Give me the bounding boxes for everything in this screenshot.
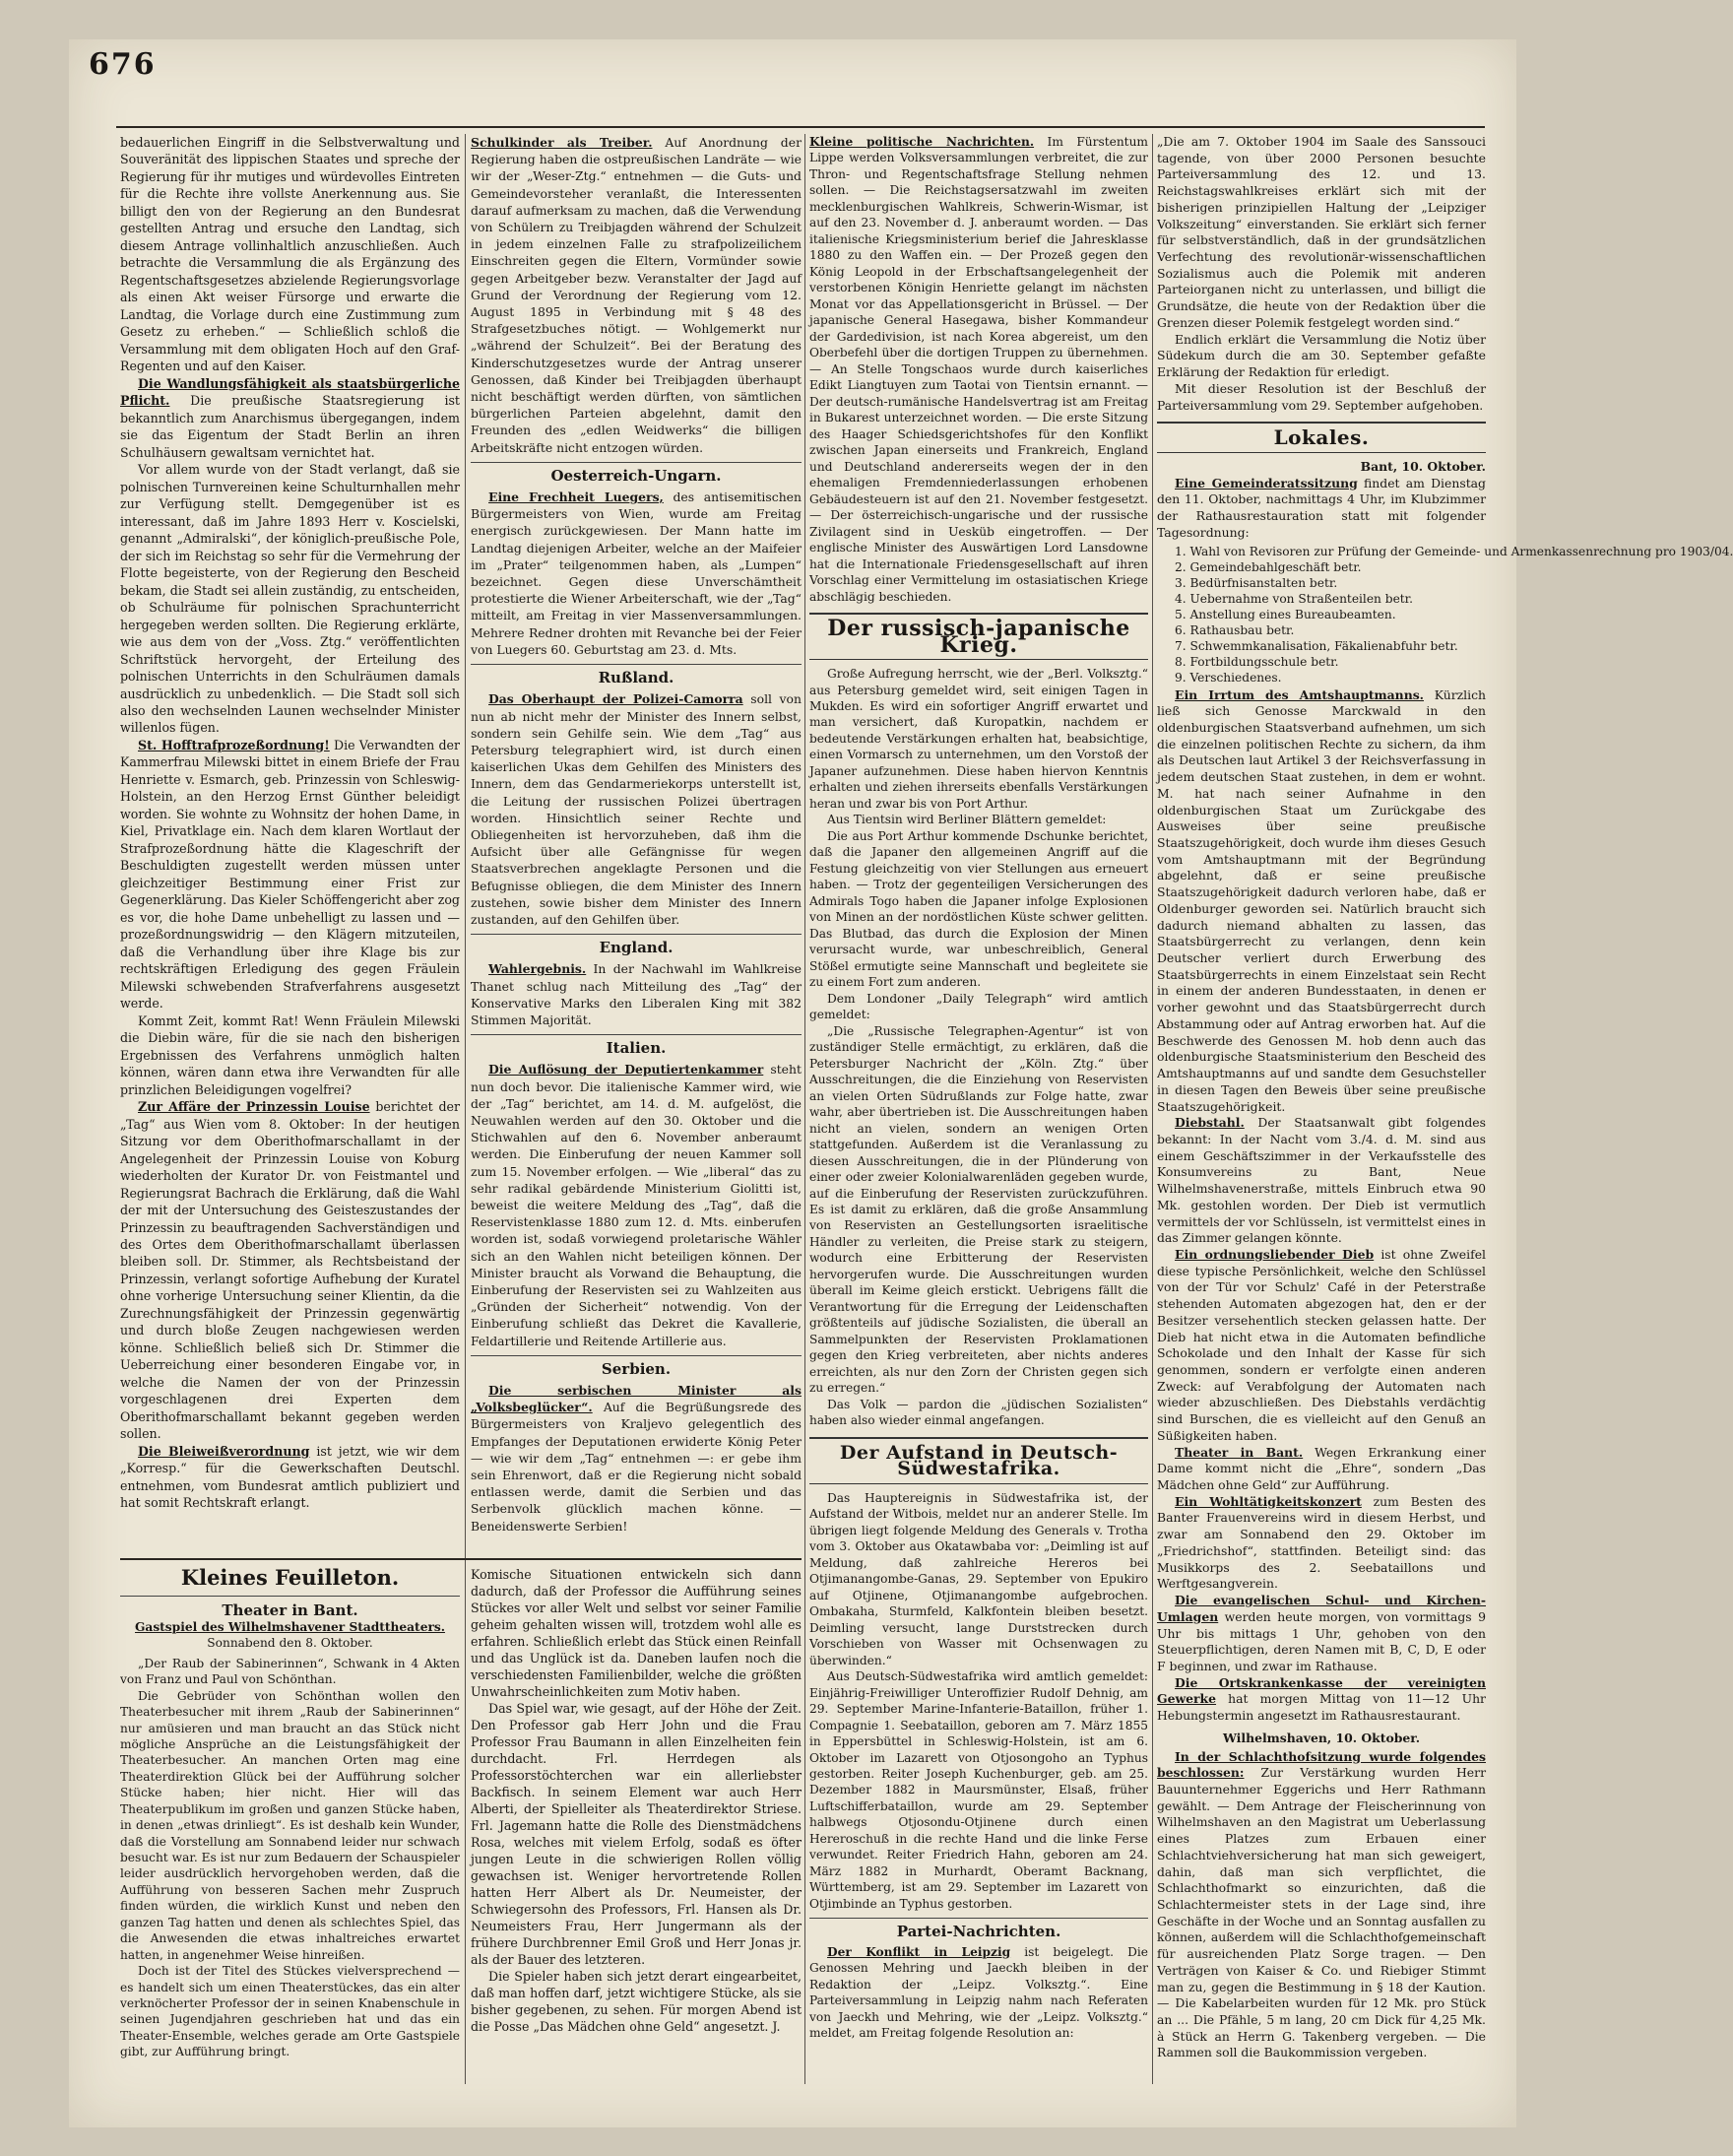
feuilleton-date: Sonnabend den 8. Oktober. (207, 1636, 373, 1651)
agenda-item: 6. Rathausbau betr. (1175, 622, 1295, 637)
column-4 (1157, 134, 1733, 2079)
feuilleton-rule (120, 1558, 802, 1560)
agenda-item: 3. Bedürfnisanstalten betr. (1175, 575, 1338, 590)
article-paragraph: berichtet der „Tag“ aus Wien vom 8. Oktober: In der heutigen Sitzung vor dem Oberithofmarschallamt in der Angelegenheit der Prinzessin Louise von Koburg wiederholten der Kurator Dr. von Feistmantel und Regierungsrat Bachrach die Erklärung, daß die Wahl der mit der Untersuchung des Geisteszustandes der Prinzessin zu beauftragenden Sachverständigen und des Ortes dem Oberithofmarschallamt überlassen bleiben soll. Dr. Stimmer, als Rechtsbeistand der Prinzessin, verlangt sofortige Aufhebung der Kuratel ohne vorherige Untersuchung seiner Klientin, da die Zurechnungsfähigkeit der Prinzessin gegenwärtig und durch bloße Zeugen nachgewiesen werden könne. Schließlich beließ sich Dr. Stimmer die Ueberreichung einer besonderen Eingabe vor, in welche die Namen der von der Prinzessin vorgeschlagenen drei Experten dem Oberithofmarschallamt bekannt gegeben werden sollen. (120, 1099, 460, 1442)
article-paragraph: Zur Verstärkung wurden Herr Bauunternehmer Eggerichs und Herr Rathmann gewählt. — Dem Antrage der Fleischerinnung von Wilhelmshaven an den Magistrat um Ueberlassung eines Platzes zum Erbauen einer Schlachtviehversicherung hat man sich geweigert, dahin, daß man sich verpflichtet, die Schlachthofmarkt so einzurichten, daß die Schlachtermeister stets in der Lage sind, ihre Geschäfte in der Woche und an Sonntag ausfallen zu können, außerdem will die Schlachthofgemeinschaft für ausreichenden Platz Sorge tragen. — Den Verträgen von Kaiser & Co. und Riebiger Stimmt man zu, gegen die Bestimmung in § 18 der Kaution. — Die Kabelarbeiten wurden für 12 Mk. pro Stück an ... Die Pfähle, 5 m lang, 20 cm Dick für 4,25 Mk. à Stück an Herrn G. Takenberg vergeben. — Die Rammen soll die Baukommission vergeben. (1157, 1765, 1486, 2060)
article-paragraph: hat morgen Mittag von 11—12 Uhr Hebungstermin angesetzt im Rathausrestaurant. (1157, 1691, 1486, 1724)
article-heading: Der Konflikt in Leipzig (827, 1944, 1011, 1959)
article-paragraph: Die aus Port Arthur kommende Dschunke berichtet, daß die Japaner den allgemeinen Angriff auf die Festung gleichzeitig von vier Stellungen aus erneuert haben. — Trotz der gegenteiligen Versicherungen des Admirals Togo haben die Japaner infolge Explosionen von Minen an der nordöstlichen Küste schwer gelitten. Das Blutbad, das durch die Explosion der Minen verursacht wurde, war unbeschreiblich, General Stößel ermutigte seine Mannschaft und begleitete sie zu einem Fort zum anderen. (809, 828, 1148, 990)
article-paragraph: Große Aufregung herrscht, wie der „Berl. Volksztg.“ aus Petersburg gemeldet wird, seit einigen Tagen in Mukden. Es wird ein sofortiger Angriff erwartet und man versichert, daß Kuropatkin, nachdem er bedeutende Verstärkungen erhalten hat, beabsichtige, einen Vormarsch zu unternehmen, um den Vorstoß der Japaner aufzunehmen. Diese haben hiervon Kenntnis erhalten und ziehen ihrerseits ebenfalls Verstärkungen heran und zwar bis von Port Arthur. (809, 667, 1148, 811)
article-paragraph: In der Nachwahl im Wahlkreise Thanet schlug nach Mitteilung des „Tag“ der Konservative Marks den Liberalen King mit 382 Stimmen Majorität. (471, 961, 802, 1027)
article-paragraph: Im Fürstentum Lippe werden Volksversammlungen verbreitet, die zur Thron- und Regentschaftsfrage Stellung nehmen sollen. — Die Reichstagsersatzwahl im zweiten mecklenburgischen Wahlkreis, Schwerin-Wismar, ist auf den 23. November d. J. anberaumt worden. — Das italienische Kriegsministerium berief die Jahresklasse 1880 zu den Waffen ein. — Der Prozeß gegen den König Leopold in der Erbschaftsangelegenheit der verstorbenen Königin Henriette gelangt im nächsten Monat vor das Appellationsgericht in Brüssel. — Der japanische General Hasegawa, bisher Kommandeur der Gardedivision, ist nach Korea abgereist, um den Oberbefehl über die dortigen Truppen zu übernehmen. — An Stelle Tongschaos wurde durch kaiserliches Edikt Liangtuyen zum Taotai von Tientsin ernannt. — Der deutsch-rumänische Handelsvertrag ist am Freitag in Bukarest unterzeichnet worden. — Die erste Sitzung des Haager Schiedsgerichtshofes für den Konflikt zwischen Japan einerseits und Frankreich, England und Deutschland andererseits wegen der in den ehemaligen Fremdenniederlassungen erhobenen Gebäudesteuern ist auf den 21. November festgesetzt. — Der österreichisch-ungarische und der russische Zivilagent sind in Uesküb eingetroffen. — Der englische Minister des Auswärtigen Lord Lansdowne hat die Internationale Friedensgesellschaft auf ihren Vorschlag einer Vermittelung im ostasiatischen Kriege abschlägig beschieden. (809, 135, 1148, 604)
article-heading: Ein ordnungsliebender Dieb (1175, 1246, 1375, 1262)
feuilleton-subtitle: Theater in Bant. (120, 1596, 460, 1618)
article-paragraph: Der Staatsanwalt gibt folgendes bekannt: In der Nacht vom 3./4. d. M. sind aus einem Geschäftszimmer in der Verkaufsstelle des Konsumvereins zu Bant, Neue Wilhelmshavenerstraße, mittels Einbruch etwa 90 Mk. gestohlen worden. Der Dieb ist vermutlich vermittels der vor Schlüsseln, ist vermittelst eines in das Zimmer gelangen könnte. (1157, 1115, 1486, 1246)
column-rule (1152, 134, 1153, 2084)
column-rule (465, 134, 466, 2084)
major-heading: Der Aufstand in Deutsch-Südwestafrika. (809, 1437, 1148, 1484)
feuilleton-subtitle2: Gastspiel des Wilhelmshavener Stadttheaters. (135, 1619, 445, 1634)
article-paragraph: Das Hauptereignis in Südwestafrika ist, der Aufstand der Witbois, meldet nur an anderer Stelle. Im übrigen liegt folgende Meldung des Generals v. Trotha vom 3. Oktober aus Okatawbaba vor: „Deimling ist auf Meldung, daß zahlreiche Hereros bei Otjimanangombe-Ganas, 29. September von Epukiro auf Otjinene, Otjimanangombe aufgebrochen. Ombakaha, Sturmfeld, Kalkfontein bleiben besetzt. Deimling versucht, lange Durststrecken durch Vorschieben von Wasser mit Ochsenwagen zu überwinden.“ (809, 1490, 1148, 1667)
page-number: 676 (89, 47, 157, 82)
article-heading: Theater in Bant. (1175, 1444, 1304, 1460)
feuilleton-paragraph: „Der Raub der Sabinerinnen“, Schwank in 4 Akten von Franz und Paul von Schönthan. (120, 1656, 460, 1687)
article-paragraph: Auf die Begrüßungsrede des Bürgermeisters von Kraljevo gelegentlich des Empfanges der Deputationen erwiderte König Peter — wie wir dem „Tag“ entnehmen —: er gebe ihm sein Ehrenwort, daß er die Regierung nicht sobald entlassen werde, damit die Serbien und das Serbenvolk glücklich machen könne. — Beneidenswerte Serbien! (471, 1400, 802, 1534)
feuilleton-left (120, 1566, 460, 2078)
feuilleton-paragraph: Das Spiel war, wie gesagt, auf der Höhe der Zeit. Den Professor gab Herr John und die Frau Professor Frau Baumann in allen Einzelheiten fein durchdacht. Frl. Herrdegen als Professorstöchterchen war ein allerliebster Backfisch. In seinem Element war auch Herr Alberti, der Spielleiter als Theaterdirektor Striese. Frl. Jagemann hatte die Rolle des Dienstmädchens Rosa, welches mit vielem Erfolg, sodaß es öfter jungen Leute in die schwierigen Rollen völlig gewachsen ist. Weniger hervortretende Rollen hatten Herr Albert als Dr. Neumeister, der Schwiegersohn des Professors, Frl. Hansen als Dr. Neumeisters Frau, Herr Jungermann als der frühere Durchbrenner Emil Groß und Herr Jonas jr. als der Bauer des letzteren. (471, 1701, 802, 1967)
dateline: Bant, 10. Oktober. (1360, 458, 1486, 474)
feuilleton-paragraph: Doch ist der Titel des Stückes vielversprechend — es handelt sich um einen Theaterstückes, das ein alter verknöcherter Professor der in seinen Knabenschule in seinen Jugendjahren geschrieben hat und das ein Theater-Ensemble, welches gerade am Orte Gastspiele gibt, zur Aufführung bringt. (120, 1964, 460, 2059)
article-paragraph: Aus Deutsch-Südwestafrika wird amtlich gemeldet: Einjährig-Freiwilliger Unteroffizier Rudolf Dehnig, am 29. September Marine-Infanterie-Bataillon, früher 1. Compagnie 1. Seebataillon, geboren am 7. März 1855 in Eppersbüttel in Schleswig-Holstein, ist am 6. Oktober im Lazarett von Otjosongoho an Typhus gestorben. Reiter Joseph Kuchenburger, geb. am 25. Dezember 1882 in Maursmünster, Elsaß, früher Luftschifferbataillon, wurde am 29. September halbwegs Otjosondu-Otjinene durch einen Hereroschuß in die rechte Hand und die linke Ferse verwundet. Reiter Friedrich Hahn, geboren am 24. März 1882 in Murhardt, Oberamt Backnang, Württemberg, ist am 29. September im Lazarett von Otjimbinde an Typhus gestorben. (809, 1669, 1148, 1911)
article-paragraph: werden heute morgen, von vormittags 9 Uhr bis mittags 1 Uhr, gehoben von den Steuerpflichtigen, deren Namen mit B, C, D, E oder F beginnen, und zwar im Rathause. (1157, 1608, 1486, 1673)
article-heading: Schulkinder als Treiber. (471, 135, 653, 150)
section-heading: Oesterreich-Ungarn. (471, 462, 802, 485)
article-heading: Das Oberhaupt der Polizei-Camorra (488, 691, 743, 707)
article-heading: Wahlergebnis. (488, 961, 587, 977)
article-paragraph: Wegen Erkrankung einer Dame kommt nicht die „Ehre“, sondern „Das Mädchen ohne Geld“ zur Aufführung. (1157, 1444, 1486, 1493)
major-heading: Der russisch-japanische Krieg. (809, 613, 1148, 660)
column-2 (471, 134, 802, 1552)
section-heading: England. (471, 934, 802, 956)
article-paragraph: Die preußische Staatsregierung ist bekanntlich zum Anarchismus übergegangen, indem sie das Eigentum der Stadt Berlin an ihren Schulhäusern gewaltsam vernichtet hat. (120, 393, 460, 460)
agenda-item: 5. Anstellung eines Bureaubeamten. (1175, 607, 1396, 621)
article-paragraph: des antisemitischen Bürgermeisters von Wien, wurde am Freitag energisch zurückgewiesen. Der Mann hatte im Landtag diejenigen Arbeiter, welche an der Maifeier im „Prater“ teilgenommen haben, als „Lumpen“ bezeichnet. Gegen diese Unverschämtheit protestierte die Wiener Arbeiterschaft, wie der „Tag“ mitteilt, am Freitag in vier Massenversammlungen. Mehrere Redner drohten mit Revanche bei der Feier von Luegers 60. Geburtstag am 23. d. Mts. (471, 490, 802, 657)
article-paragraph: bedauerlichen Eingriff in die Selbstverwaltung und Souveränität des lippischen Staates und spreche der Regierung für ihr mutiges und würdevolles Eintreten für die Rechte ihre vollste Anerkennung aus. Sie billigt den von der Regierung an den Bundesrat gestellten Antrag und ersuche den Landtag, sich diesem Antrage vollinhaltlich anzuschließen. Auch betrachte die Versammlung die als Ergänzung des Regentschaftsgesetzes abzielende Regierungsvorlage als einen Akt weiser Fürsorge und erwarte die Landtag, die Vorlage durch eine Zustimmung zum Gesetz zu erheben.“ — Schließlich schloß die Versammlung mit dem obligaten Hoch auf den Graf-Regenten und auf den Kaiser. (120, 135, 460, 374)
article-paragraph: Auf Anordnung der Regierung haben die ostpreußischen Landräte — wie wir der „Weser-Ztg.“ entnehmen — die Guts- und Gemeindevorsteher veranlaßt, die Interessenten darauf aufmerksam zu machen, daß die Verwendung von Schülern zu Treibjagden während der Schulzeit in jedem einzelnen Falle zu strafpolizeilichem Einschreiten gegen die Eltern, Vormünder sowie gegen Arbeitgeber bezw. Veranstalter der Jagd auf Grund der Verordnung der Regierung vom 12. August 1895 in Verbindung mit § 48 des Strafgesetzbuches nötigt. — Wohlgemerkt nur „während der Schulzeit“. Bei der Beratung des Kinderschutzgesetzes wurde der Antrag unserer Genossen, daß Kinder bei Treibjagden überhaupt nicht beschäftigt werden dürften, von sämtlichen bürgerlichen Parteien abgelehnt, damit den Freunden des „edlen Weidwerks“ die billigen Arbeitskräfte nicht entzogen würden. (471, 135, 802, 455)
article-paragraph: findet am Dienstag den 11. Oktober, nachmittags 4 Uhr, im Klubzimmer der Rathausrestauration statt mit folgender Tagesordnung: (1157, 475, 1486, 540)
article-paragraph: Aus Tientsin wird Berliner Blättern gemeldet: (827, 813, 1107, 827)
article-paragraph: steht nun doch bevor. Die italienische Kammer wird, wie der „Tag“ berichtet, am 14. d. M. aufgelöst, die Neuwahlen werden auf den 30. Oktober und die Stichwahlen auf den 6. November anberaumt werden. Die Einberufung der neuen Kammer soll zum 15. November erfolgen. — Wie „liberal“ das zu sehr radikal gebärdende Ministerium Giolitti ist, beweist die weitere Meldung des „Tag“, daß die Reservistenklasse 1880 zum 12. d. Mts. einberufen worden ist, sodaß vorwiegend proletarische Wähler sich an den Wahlen nicht beteiligen können. Der Minister braucht als Vorwand die Behauptung, die Einberufung der Reservisten sei zu Wahlzeiten aus „Gründen der Sicherheit“ notwendig. Von der Einberufung schließt das Dekret die Kavallerie, Feldartillerie und Reitende Artillerie aus. (471, 1062, 802, 1348)
article-paragraph: Mit dieser Resolution ist der Beschluß der Parteiversammlung vom 29. September aufgehoben. (1157, 380, 1486, 413)
article-heading: Die Wandlungsfähigkeit als staatsbürgerliche Pflicht. (120, 375, 460, 409)
article-paragraph: zum Besten des Banter Frauenvereins wird in diesem Herbst, und zwar am Sonnabend den 29. Oktober im „Friedrichshof“, stattfinden. Beteiligt sind: das Musikkorps des 2. Seebataillons und Werftgesangverein. (1157, 1493, 1486, 1592)
article-paragraph: ist ohne Zweifel diese typische Persönlichkeit, welche den Schlüssel von der Tür vor Schulz' Café in der Peterstraße stehenden Automaten abgezogen hat, den er der Besitzer versehentlich stecken gelassen hatte. Der Dieb hat nicht etwa in die Automaten befindliche Schokolade und den Inhalt der Kasse für sich genommen, sondern er verfolgte einen anderen Zweck: auf Verabfolgung der Automaten nach wieder abzuschließen. Des Diebstahls verdächtig sind Burschen, die es vielleicht auf den Genuß an Süßigkeiten haben. (1157, 1246, 1486, 1443)
section-heading: Partei-Nachrichten. (809, 1918, 1148, 1939)
article-paragraph: ist beigelegt. Die Genossen Mehring und Jaeckh bleiben in der Redaktion der „Leipz. Volksztg.“. Eine Parteiversammlung in Leipzig nahm nach Referaten von Jaeckh und Mehring, wie der „Leipz. Volksztg.“ meldet, am Freitag folgende Resolution an: (809, 1944, 1149, 2041)
article-heading: St. Hofftrafprozeßordnung! (138, 737, 330, 752)
article-heading: Zur Affäre der Prinzessin Louise (138, 1099, 370, 1115)
agenda-list (1157, 544, 1733, 686)
column-1 (120, 134, 460, 1552)
column-rule (804, 134, 805, 2084)
section-heading: Rußland. (471, 664, 802, 686)
feuilleton-right (471, 1566, 802, 2078)
article-heading: Die serbischen Minister als „Volksbeglücker“. (471, 1383, 802, 1415)
feuilleton-title: Kleines Feuilleton. (180, 1565, 400, 1590)
article-heading: Die Bleiweißverordnung (138, 1443, 310, 1459)
article-paragraph: „Die am 7. Oktober 1904 im Saale des Sanssouci tagende, von über 2000 Personen besuchte Parteiversammlung des 12. und 13. Reichstagswahlkreises erklärt sich mit der bisherigen prinzipiellen Haltung der „Leipziger Volkszeitung“ einverstanden. Sie erklärt sich ferner für selbstverständlich, daß in der grundsätzlichen Verfechtung des revolutionär-wissenschaftlichen Sozialismus auch die Polemik mit anderen Parteiorganen nicht zu unterlassen, und billigt die Grundsätze, die heute von der Redaktion über die Grenzen dieser Polemik festgelegt worden sind.“ (1157, 134, 1486, 330)
article-heading: Ein Irrtum des Amtshauptmanns. (1175, 686, 1424, 702)
agenda-item: 8. Fortbildungsschule betr. (1175, 654, 1339, 669)
agenda-item: 2. Gemeindebahlgeschäft betr. (1175, 559, 1362, 574)
article-heading: Ein Wohltätigkeitskonzert (1175, 1493, 1362, 1509)
article-paragraph: Endlich erklärt die Versammlung die Notiz über Südekum durch die am 30. September gefaßte Erklärung der Redaktion für erledigt. (1157, 331, 1486, 380)
article-heading: Eine Gemeinderatssitzung (1175, 475, 1358, 490)
article-paragraph: soll von nun ab nicht mehr der Minister des Innern selbst, sondern sein Gehilfe sein. Wie dem „Tag“ aus Petersburg telegraphiert wird, ist durch einen kaiserlichen Ukas dem Gehilfen des Ministers des Innern, dem das Gendarmeriekorps unterstellt ist, die Leitung der russischen Polizei übertragen worden. Hinsichtlich seiner Rechte und Obliegenheiten ist hervorzuheben, daß ihm die Aufsicht über alle Gefängnisse für wegen Staatsverbrechen angeklagte Personen und die Befugnisse obliegen, die dem Minister des Innern zustehen, sowie bisher dem Minister des Innern zustanden, auf den Gehilfen über. (471, 691, 802, 927)
article-heading: Eine Frechheit Luegers, (488, 490, 664, 505)
section-heading: Italien. (471, 1034, 802, 1057)
article-heading: Die evangelischen Schul- und Kirchen-Umlagen (1157, 1593, 1486, 1624)
header-rule (116, 126, 1485, 128)
agenda-item: 4. Uebernahme von Straßenteilen betr. (1175, 591, 1414, 606)
agenda-item: 7. Schwemmkanalisation, Fäkalienabfuhr betr. (1175, 638, 1458, 653)
article-paragraph: „Die „Russische Telegraphen-Agentur“ ist von zuständiger Stelle ermächtigt, zu erklären, daß die Petersburger Nachricht der „Köln. Ztg.“ über Ausschreitungen, die die Einziehung von Reservisten an vielen Orten Südrußlands zur Folge hatte, zwar wahr, aber übertrieben ist. Die Ausschreitungen haben nicht an vielen, sondern an wenigen Orten stattgefunden. Außerdem ist die Veranlassung zu diesen Ausschreitungen, die in der Plünderung von einer oder zweier Kolonialwarenläden gegeben wurde, auf die Einberufung der Reservisten zurückzuführen. Es ist damit zu erklären, daß die große Ansammlung von Reservisten an Gestellungsorten israelitische Händler zu verleiten, die Preise stark zu steigern, wodurch eine Erbitterung der Reservisten hervorgerufen wurde. Die Ausschreitungen wurden überall im Keime gleich erstickt. Uebrigens fällt die Verantwortung für die Erregung der Leidenschaften größtenteils auf jüdische Sozialisten, die überall an Sammelpunkten der Reservisten Proklamationen gegen den Krieg verbreiteten, aber nichts anderes erreichten, als nur den Zorn der Christen gegen sich zu erregen.“ (809, 1023, 1148, 1396)
section-heading: Serbien. (471, 1355, 802, 1378)
article-heading: Diebstahl. (1175, 1115, 1245, 1131)
agenda-item: 1. Wahl von Revisoren zur Prüfung der Gemeinde- und Armenkassenrechnung pro 1903/04. (1175, 544, 1733, 558)
feuilleton-paragraph: Die Spieler haben sich jetzt derart eingearbeitet, daß man hoffen darf, jetzt wichtigere Stücke, als sie bisher gegebenen, zu sehen. Für morgen Abend ist die Posse „Das Mädchen ohne Geld“ angesetzt. J. (471, 1969, 802, 2034)
article-paragraph: Kommt Zeit, kommt Rat! Wenn Fräulein Milewski die Diebin wäre, für die sie nach den bisherigen Ergebnissen des Verfahrens unmöglich halten können, wären dann etwa ihre Verwandten für alle prinzlichen Beleidigungen vogelfrei? (120, 1013, 460, 1097)
article-heading: Die Ortskrankenkasse der vereinigten Gewerke (1157, 1674, 1486, 1707)
article-paragraph: Dem Londoner „Daily Telegraph“ wird amtlich gemeldet: (809, 991, 1148, 1022)
major-heading: Lokales. (1157, 422, 1486, 453)
agenda-item: 9. Verschiedenes. (1175, 670, 1282, 685)
article-paragraph: ist jetzt, wie wir dem „Korresp.“ für die Gewerkschaften Deutschl. entnehmen, vom Bundesrat amtlich publiziert und hat somit Rechtskraft erlangt. (120, 1443, 460, 1511)
article-heading: Kleine politische Nachrichten. (809, 135, 1035, 149)
article-paragraph: Vor allem wurde von der Stadt verlangt, daß sie polnischen Turnvereinen keine Schulturnhallen mehr zur Verfügung stellt. Demgegenüber ist es interessant, daß im Jahre 1893 Herr v. Koscielski, genannt „Admiralski“, der königlich-preußische Pole, der sich im Reichstag so sehr für die Vermehrung der Flotte begeisterte, von der Regierung den Bescheid bekam, die Stadt sei allein zuständig, zu entscheiden, ob Schulräume für polnischen Sprachunterricht hergegeben werden sollten. Die Regierung erklärte, wie aus dem von der „Voss. Ztg.“ veröffentlichten Schriftstück hervorgeht, der Erteilung des polnischen Unterrichts in den Schulräumen damals ausdrücklich zu unbedenklich. — Die Stadt soll sich also den wechselnden Launen wechselnder Minister willenlos fügen. (120, 462, 460, 736)
article-heading: In der Schlachthofsitzung wurde folgendes beschlossen: (1157, 1748, 1486, 1781)
article-paragraph: Das Volk — pardon die „jüdischen Sozialisten“ haben also wieder einmal angefangen. (809, 1397, 1148, 1428)
article-heading: Die Auflösung der Deputiertenkammer (488, 1062, 764, 1078)
feuilleton-paragraph: Die Gebrüder von Schönthan wollen den Theaterbesucher mit ihrem „Raub der Sabinerinnen“ nur amüsieren und man braucht an das Stück nicht mögliche Ansprüche an die Leistungsfähigkeit der Theaterbesucher. An manchen Orten mag eine Theaterdirektion Glück bei der Aufführung solcher Stücke haben; hier nicht. Hier will das Theaterpublikum im großen und ganzen Stücke haben, in denen „etwas drinliegt“. Es ist deshalb kein Wunder, daß die Vorstellung am Sonnabend leider nur schwach besucht war. Es ist nur zum Bedauern der Schauspieler leider ausdrücklich hervorgehoben werden, daß die Aufführung von besseren Sachen mehr Zuspruch finden würden, die wirklich Kunst und neben den ganzen Tag hatten und denen als schlechtes Spiel, das die Anwesenden die etwas inhaltreiches erwartet hatten, in angenehmer Weise hinreißen. (120, 1688, 460, 1962)
article-paragraph: Die Verwandten der Kammerfrau Milewski bittet in einem Briefe der Frau Henriette v. Esmarch, geb. Prinzessin von Schleswig-Holstein, an den Herzog Ernst Günther beleidigt worden. Sie wohnte zu Wohnsitz der hohen Dame, in Kiel, Privatklage ein. Nach dem klaren Wortlaut der Strafprozeßordnung hätte die Klageschrift der Beschuldigten zugestellt werden müssen unter gleichzeitiger Bestimmung einer Frist zur Gegenerklärung. Das Kieler Schöffengericht aber zog es vor, die hohe Dame unbehelligt zu lassen und — prozeßordnungswidrig — den Klägern mitzuteilen, daß die Verhandlung über ihre Klage bis zur rechtskräftigen Erledigung des gegen Fräulein Milewski schwebenden Strafverfahrens ausgesetzt werde. (120, 737, 460, 1012)
article-paragraph: Kürzlich ließ sich Genosse Marckwald in den oldenburgischen Staatsverband aufnehmen, um sich die einzelnen politischen Rechte zu sichern, da ihm als Deutschen laut Artikel 3 der Reichsverfassung in jedem deutschen Staat zustehen, in dem er wohnt. M. hat nach seiner Aufnahme in den oldenburgischen Staat um Zurückgabe des Ausweises über seine preußische Staatszugehörigkeit, doch wurde ihm dieses Gesuch vom Amtshauptmann mit der Begründung abgelehnt, daß er seine preußische Staatszugehörigkeit dadurch verloren habe, daß er Oldenburger geworden sei. Natürlich braucht sich dadurch niemand abhalten zu lassen, das Staatsbürgerrecht zu verlangen, denn kein Deutscher verliert durch Erwerbung des Staatsbürgerrechts in einem Einzelstaat sein Recht in einem der anderen Bundesstaaten, in denen er vorher gewohnt und das Staatsbürgerrecht durch Abstammung oder auf Antrag erworben hat. Auf die Beschwerde des Genossen M. hob denn auch das oldenburgische Staatsministerium den Bescheid des Amtshauptmanns auf und sandte dem Gesuchsteller in diesen Tagen den Beweis über seine preußische Staatszugehörigkeit. (1157, 686, 1486, 1114)
column-3 (809, 134, 1148, 2079)
feuilleton-paragraph: Komische Situationen entwickeln sich dann dadurch, daß der Professor die Aufführung seines Stückes vor aller Welt und selbst vor seiner Familie geheim gehalten wissen will, trotzdem wohl alle es erfahren. Schließlich erlebt das Stück einen Reinfall und das Unglück ist da. Daneben laufen noch die verschiedensten Familienbilder, welche die größten Unwahrscheinlichkeiten zum Motiv haben. (471, 1567, 802, 1699)
dateline: Wilhelmshaven, 10. Oktober. (1222, 1730, 1421, 1745)
